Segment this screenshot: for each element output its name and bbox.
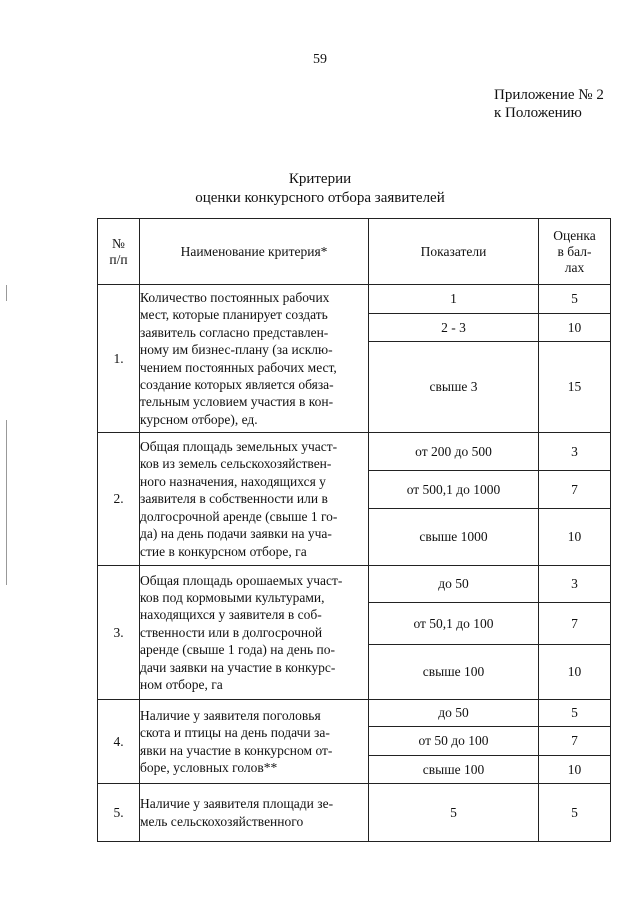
header-criterion-name: Наименование критерия*	[140, 219, 369, 285]
indicator-cell: от 50,1 до 100	[369, 603, 539, 645]
score-cell: 5	[539, 700, 611, 727]
indicator-cell: до 50	[369, 566, 539, 603]
indicator-cell: 2 - 3	[369, 314, 539, 342]
header-score: Оценка в бал- лах	[539, 219, 611, 285]
score-cell: 10	[539, 509, 611, 566]
row-number: 1.	[98, 285, 140, 433]
table-row	[98, 433, 611, 471]
score-cell: 5	[539, 285, 611, 314]
table-row	[98, 566, 611, 603]
row-number: 4.	[98, 700, 140, 784]
page-number: 59	[313, 52, 327, 67]
indicator-cell: свыше 1000	[369, 509, 539, 566]
indicator-cell: свыше 3	[369, 342, 539, 433]
score-cell: 7	[539, 471, 611, 509]
scan-margin-mark	[6, 285, 7, 301]
criterion-name: Наличие у заявителя площади зе- мель сельскохозяйственного	[140, 784, 369, 842]
title-line: оценки конкурсного отбора заявителей	[195, 190, 445, 206]
score-cell: 3	[539, 566, 611, 603]
score-cell: 7	[539, 727, 611, 756]
table-row	[98, 784, 611, 842]
criterion-name: Общая площадь орошаемых участ- ков под кормовыми культурами, находящихся у заявителя в соб- ственности или в долгосрочной аренде (свыше 1 года) на день по- дачи заявки на участие в конкурс- ном отборе, га	[140, 566, 369, 700]
appendix-line: к Положению	[494, 105, 582, 121]
score-cell: 10	[539, 314, 611, 342]
indicator-cell: свыше 100	[369, 645, 539, 700]
indicator-cell: 1	[369, 285, 539, 314]
score-cell: 7	[539, 603, 611, 645]
row-number: 5.	[98, 784, 140, 842]
indicator-cell: от 50 до 100	[369, 727, 539, 756]
indicator-cell: до 50	[369, 700, 539, 727]
scan-margin-mark	[6, 420, 7, 585]
criteria-table	[97, 218, 611, 842]
table-header-row	[98, 219, 611, 285]
row-number: 2.	[98, 433, 140, 566]
appendix-caption	[494, 86, 604, 122]
header-number: № п/п	[98, 219, 140, 285]
score-cell: 10	[539, 756, 611, 784]
criterion-name: Количество постоянных рабочих мест, которые планирует создать заявитель согласно представлен- ному им бизнес-плану (за исклю- чением постоянных рабочих мест, создание которых является обяза- тельным условием участия в кон- курсном отборе), ед.	[140, 285, 369, 433]
criterion-name: Общая площадь земельных участ- ков из земель сельскохозяйствен- ного назначения, находящихся у заявителя в собственности или в долгосрочной аренде (свыше 1 го- да) на день подачи заявки на уча- стие в конкурсном отборе, га	[140, 433, 369, 566]
table-row	[98, 285, 611, 314]
criterion-name: Наличие у заявителя поголовья скота и птицы на день подачи за- явки на участие в конкурсном от- боре, условных голов**	[140, 700, 369, 784]
score-cell: 3	[539, 433, 611, 471]
score-cell: 5	[539, 784, 611, 842]
indicator-cell: от 500,1 до 1000	[369, 471, 539, 509]
score-cell: 15	[539, 342, 611, 433]
document-title	[0, 170, 640, 208]
indicator-cell: от 200 до 500	[369, 433, 539, 471]
header-indicators: Показатели	[369, 219, 539, 285]
appendix-line: Приложение № 2	[494, 87, 604, 103]
table-row	[98, 700, 611, 727]
title-line: Критерии	[288, 171, 352, 187]
score-cell: 10	[539, 645, 611, 700]
indicator-cell: 5	[369, 784, 539, 842]
row-number: 3.	[98, 566, 140, 700]
indicator-cell: свыше 100	[369, 756, 539, 784]
